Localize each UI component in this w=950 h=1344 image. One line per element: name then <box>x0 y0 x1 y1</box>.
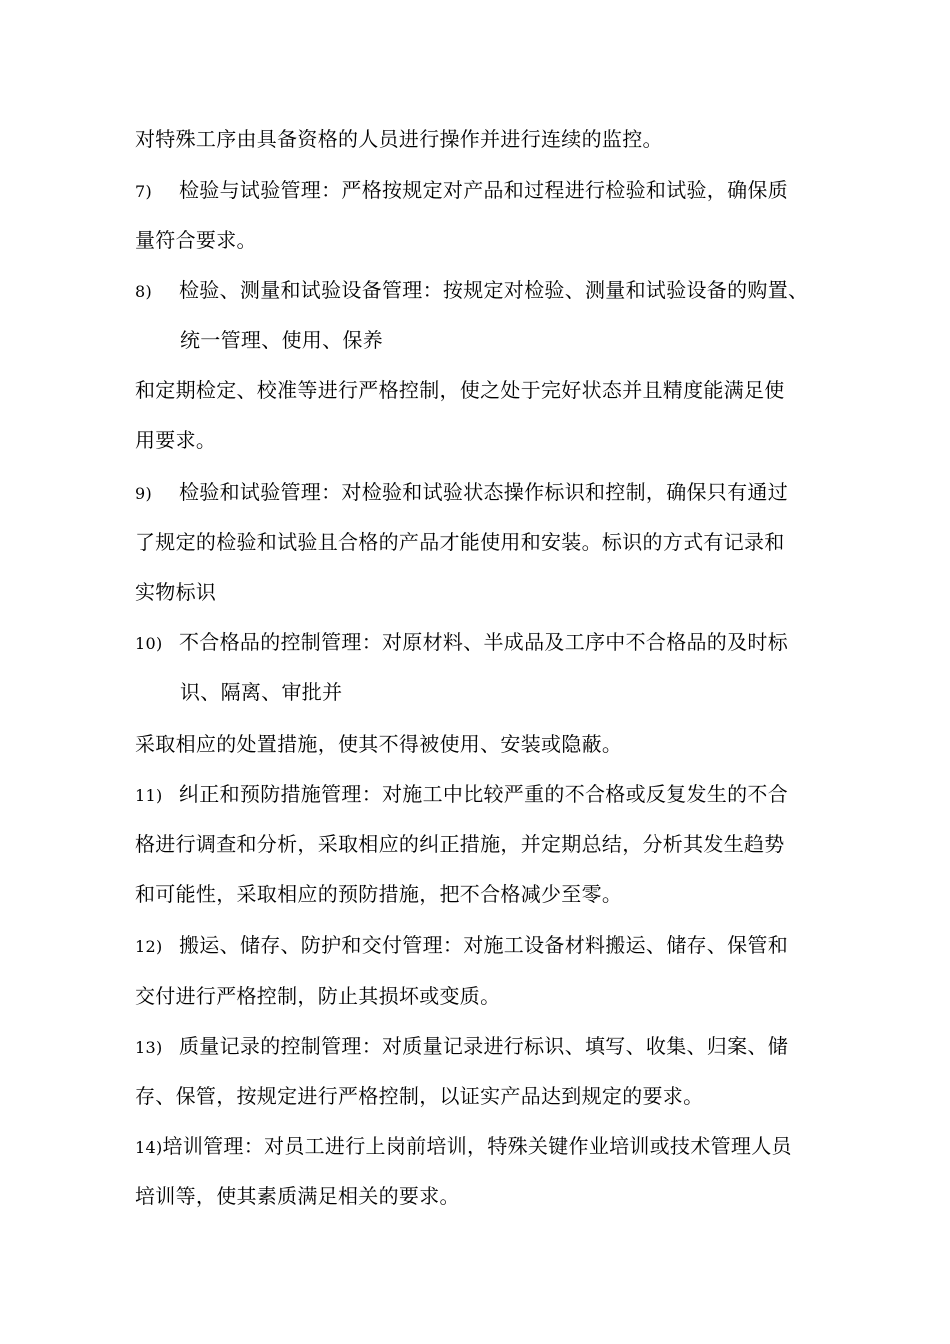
list-item-12 <box>135 931 788 961</box>
list-item-11 <box>135 780 788 810</box>
line-text: 采取相应的处置措施，使其不得被使用、安装或隐蔽。 <box>135 732 623 756</box>
line-text: 了规定的检验和试验且合格的产品才能使用和安装。标识的方式有记录和 <box>135 530 785 554</box>
line-text: 不合格品的控制管理：对原材料、半成品及工序中不合格品的及时标 <box>179 630 788 654</box>
line-text: 实物标识 <box>135 580 217 604</box>
paragraph-line <box>180 326 383 354</box>
item-number: 10) <box>135 634 163 653</box>
line-text: 检验和试验管理：对检验和试验状态操作标识和控制，确保只有通过 <box>179 480 788 504</box>
list-item-13 <box>135 1032 788 1062</box>
paragraph-line <box>135 125 663 153</box>
list-item-14 <box>135 1132 792 1162</box>
paragraph-line <box>135 1182 460 1210</box>
item-number: 14) <box>135 1138 163 1157</box>
item-number: 9) <box>135 484 153 503</box>
paragraph-line <box>180 678 342 706</box>
paragraph-line <box>135 528 785 556</box>
paragraph-line <box>135 1082 703 1110</box>
line-text: 交付进行严格控制，防止其损坏或变质。 <box>135 984 501 1008</box>
paragraph-line <box>135 578 216 606</box>
list-item-10 <box>135 628 788 658</box>
paragraph-line <box>135 226 257 254</box>
item-number: 11) <box>135 786 163 805</box>
line-text: 培训管理：对员工进行上岗前培训，特殊关键作业培训或技术管理人员 <box>162 1134 792 1158</box>
list-item-9 <box>135 478 788 508</box>
paragraph-line <box>135 376 785 404</box>
line-text: 检验与试验管理：严格按规定对产品和过程进行检验和试验，确保质 <box>179 178 788 202</box>
line-text: 用要求。 <box>135 428 217 452</box>
item-number: 12) <box>135 937 163 956</box>
line-text: 统一管理、使用、保养 <box>180 328 383 352</box>
line-text: 和定期检定、校准等进行严格控制，使之处于完好状态并且精度能满足使 <box>135 378 785 402</box>
line-text: 和可能性，采取相应的预防措施，把不合格减少至零。 <box>135 882 623 906</box>
paragraph-line <box>135 830 785 858</box>
list-item-8 <box>135 276 808 306</box>
line-text: 纠正和预防措施管理：对施工中比较严重的不合格或反复发生的不合 <box>179 782 788 806</box>
list-item-7 <box>135 176 788 206</box>
paragraph-line <box>135 880 622 908</box>
item-number: 7) <box>135 182 153 201</box>
line-text: 搬运、储存、防护和交付管理：对施工设备材料搬运、储存、保管和 <box>179 933 788 957</box>
paragraph-line <box>135 982 500 1010</box>
paragraph-line <box>135 426 216 454</box>
line-text: 存、保管，按规定进行严格控制，以证实产品达到规定的要求。 <box>135 1084 704 1108</box>
line-text: 质量记录的控制管理：对质量记录进行标识、填写、收集、归案、储 <box>179 1034 788 1058</box>
line-text: 识、隔离、审批并 <box>180 680 343 704</box>
line-text: 检验、测量和试验设备管理：按规定对检验、测量和试验设备的购置、 <box>179 278 809 302</box>
paragraph-line <box>135 730 622 758</box>
item-number: 13) <box>135 1038 163 1057</box>
line-text: 培训等，使其素质满足相关的要求。 <box>135 1184 460 1208</box>
line-text: 格进行调查和分析，采取相应的纠正措施，并定期总结，分析其发生趋势 <box>135 832 785 856</box>
line-text: 对特殊工序由具备资格的人员进行操作并进行连续的监控。 <box>135 127 663 151</box>
item-number: 8) <box>135 282 153 301</box>
line-text: 量符合要求。 <box>135 228 257 252</box>
